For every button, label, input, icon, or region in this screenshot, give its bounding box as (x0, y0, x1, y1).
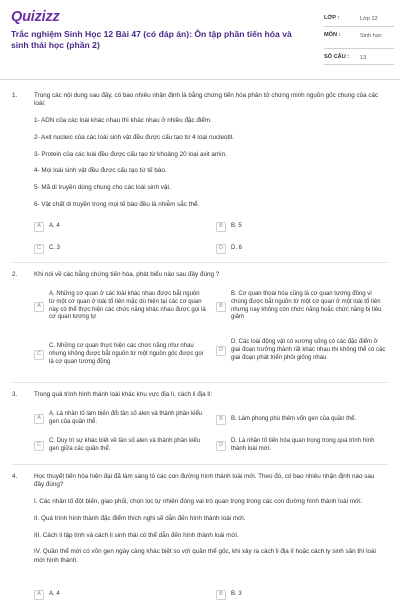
option-letter: C (34, 350, 44, 360)
statement: 6- Vật chất di truyền trong mọi tế bào đều là nhiễm sắc thể. (34, 201, 200, 209)
worksheet-meta (324, 10, 394, 65)
option-b[interactable] (216, 291, 388, 322)
meta-count-label: SỐ CÂU : (324, 54, 350, 60)
option-text: D. Các loài động vật có xương sống có các đặc điểm ở giai đoạn trưởng thành rất khác nhau thì không thể có các giai đoạn phát triển phôi giống nhau (231, 339, 386, 361)
option-letter: C (34, 441, 44, 451)
statement: II. Quá trình hình thành đặc điểm thích nghi sẽ dẫn đến hình thành loài mới. (34, 514, 246, 522)
option-d[interactable] (216, 339, 388, 362)
question-body (34, 473, 384, 565)
statement: 3- Protein của các loài đều được cấu tạo từ khoảng 20 loại axit amin. (34, 150, 227, 158)
statement: 1- ADN của các loài khác nhau thì khác nhau ở nhiều đặc điểm. (34, 117, 212, 125)
option-letter: A (34, 590, 44, 600)
statement: 5- Mã di truyền dùng chung cho các loài sinh vật. (34, 184, 171, 192)
option-letter: B (216, 415, 226, 425)
question-4 (0, 473, 400, 600)
option-b[interactable] (216, 590, 386, 600)
question-text: Học thuyết tiến hóa hiện đại đã làm sáng tỏ các con đường hình thành loài mới. Theo đó, có bao nhiêu nhận định nào sau đây đúng? (34, 473, 375, 489)
option-text: C. Những cơ quan thực hiện các chức năng như nhau nhưng không được bắt nguồn từ một nguồn gốc được gọi là cơ quan tương đồng (49, 343, 204, 365)
option-text: D. Là nhân tố tiến hóa quan trọng trong quá trình hình thành loài mới. (231, 438, 375, 452)
question-divider (12, 382, 388, 383)
statement: 4- Mọi loài sinh vật đều được cấu tạo từ tế bào. (34, 167, 167, 175)
option-text: B. Làm phong phú thêm vốn gen của quần thể. (231, 416, 357, 423)
option-text: D. 6 (231, 245, 243, 252)
option-b[interactable] (216, 222, 386, 232)
option-text: A. 4 (49, 591, 60, 598)
statement: IV. Quần thể mới có vốn gen ngày càng khác biệt so với quần thể gốc, khi xảy ra cách li địa lí hoặc cách ly sinh sản thì loài mới hình thành. (34, 548, 376, 564)
option-c[interactable] (34, 244, 204, 254)
statement: III. Cách li tập tính và cách li sinh thái có thể dẫn đến hình thành loài mới. (34, 531, 239, 539)
question-text: Trong các nội dung sau đây, có bao nhiêu nhận định là bằng chứng tiến hóa phân tử chứng minh nguồn gốc chung của các loài: (34, 92, 379, 108)
meta-count-row (324, 49, 394, 65)
option-text: A. 4 (49, 223, 60, 230)
statement: I. Các nhân tố đột biến, giao phối, chọn lọc tự nhiên đóng vai trò quan trọng trong các con đường hình thành loài mới. (34, 498, 363, 506)
option-a[interactable] (34, 222, 204, 232)
option-d[interactable] (216, 244, 386, 254)
question-divider (12, 464, 388, 465)
worksheet-header (0, 0, 400, 80)
option-letter: A (34, 302, 44, 312)
question-divider (12, 262, 388, 263)
question-body (34, 92, 384, 209)
option-letter: C (34, 244, 44, 254)
quizizz-logo: Quizizz (11, 9, 60, 25)
option-letter: D (216, 441, 226, 451)
statement: 2- Axit nucleic của các loài sinh vật đều được cấu tạo từ 4 loại nucleotit. (34, 133, 235, 141)
option-letter: D (216, 346, 226, 356)
option-d[interactable] (216, 438, 388, 454)
question-2 (0, 271, 400, 381)
option-text: C. 3 (49, 245, 61, 252)
question-1 (0, 92, 400, 262)
meta-class-value: Lớp 12 (360, 16, 378, 22)
question-body (34, 271, 384, 279)
option-b[interactable] (216, 415, 388, 425)
option-letter: B (216, 302, 226, 312)
option-letter: B (216, 222, 226, 232)
option-a[interactable] (34, 411, 206, 427)
option-a[interactable] (34, 291, 206, 322)
option-c[interactable] (34, 343, 206, 366)
meta-subject-row (324, 27, 394, 49)
option-a[interactable] (34, 590, 204, 600)
meta-subject-label: MÔN : (324, 32, 341, 38)
meta-class-label: LỚP : (324, 15, 340, 21)
question-3 (0, 391, 400, 463)
meta-count-value: 13 (360, 55, 367, 61)
option-text: B. 3 (231, 591, 242, 598)
question-number: 1. (12, 92, 18, 99)
option-c[interactable] (34, 438, 206, 454)
worksheet-title: Trắc nghiệm Sinh Học 12 Bài 47 (có đáp án): Ôn tập phần tiến hóa và sinh thái học (phần 2) (11, 29, 292, 50)
meta-class-row (324, 10, 394, 27)
option-letter: B (216, 590, 226, 600)
option-text: B. Cơ quan thoái hóa cũng là cơ quan tương đồng vì chúng được bắt nguồn từ một cơ quan ở một loài tổ tiên nhưng nay không còn chức năng hoặc chức năng bị tiêu giảm (231, 291, 382, 321)
question-body (34, 391, 384, 399)
meta-subject-value: Sinh học (360, 33, 382, 39)
question-number: 3. (12, 391, 18, 398)
question-text: Trong quá trình hình thành loài khác khu vực địa lí, cách li địa lí: (34, 391, 213, 398)
question-text: Khi nói về các bằng chứng tiến hóa, phát biểu nào sau đây đúng ? (34, 271, 220, 278)
option-text: A. Những cơ quan ở các loài khác nhau được bắt nguồn từ một cơ quan ở loài tổ tiên mặc dù hiện tại các cơ quan này có thể thực hiện các chức năng khác nhau được gọi là cơ quan tương tự (49, 291, 206, 321)
option-letter: D (216, 244, 226, 254)
option-text: B. 5 (231, 223, 242, 230)
question-number: 2. (12, 271, 18, 278)
option-letter: A (34, 222, 44, 232)
option-text: C. Duy trì sự khác biệt về tần số alen và thành phần kiểu gen giữa các quần thể. (49, 438, 201, 452)
question-number: 4. (12, 473, 18, 480)
option-text: A. Là nhân tố làm biến đổi tần số alen và thành phần kiểu gen của quần thể. (49, 411, 203, 425)
option-letter: A (34, 414, 44, 424)
